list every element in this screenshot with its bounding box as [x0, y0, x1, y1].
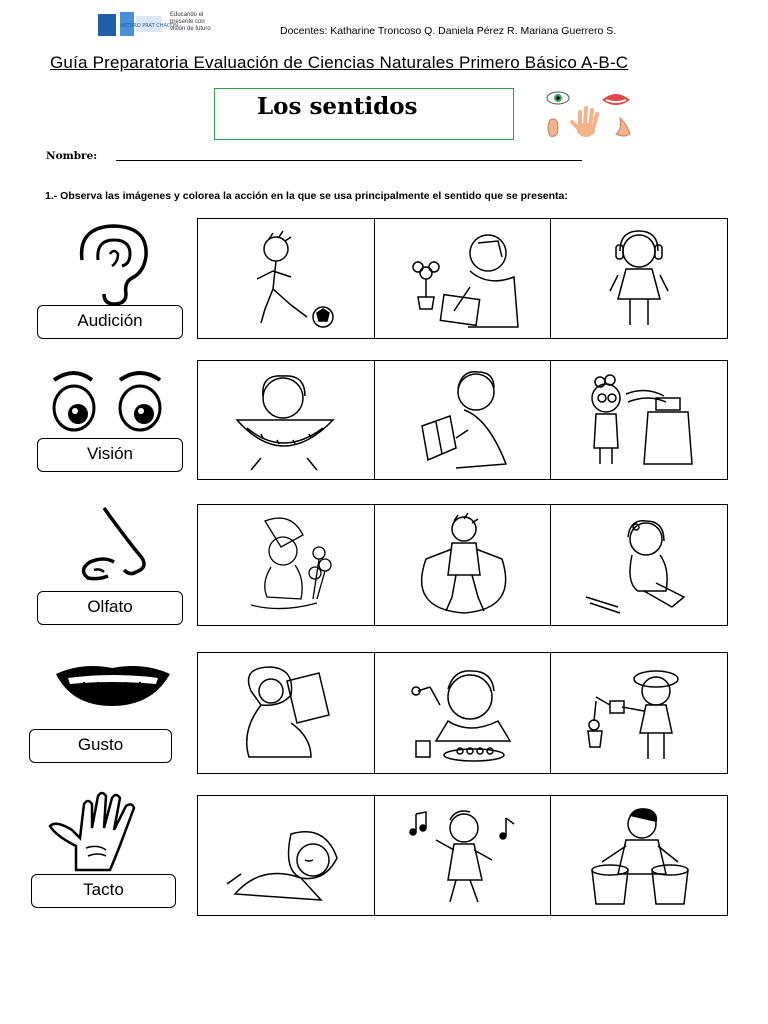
action-cell-drums[interactable]	[551, 796, 727, 915]
eyes-icon	[48, 366, 172, 439]
topic-box	[214, 88, 514, 140]
action-grid-olfato	[197, 504, 728, 626]
girl-smelling-cake-drawing	[574, 368, 704, 472]
sense-label-vision: Visión	[37, 438, 183, 472]
action-grid-tacto	[197, 795, 728, 916]
action-cell-writing[interactable]	[551, 505, 727, 625]
name-label: Nombre:	[46, 150, 98, 162]
action-cell-watermelon[interactable]	[198, 361, 375, 479]
action-cell-drawing[interactable]	[375, 219, 552, 338]
action-grid-gusto	[197, 652, 728, 774]
small-nose-icon	[616, 118, 630, 136]
sense-label-gusto: Gusto	[29, 729, 172, 763]
action-grid-vision	[197, 360, 728, 480]
boy-eating-cookies-drawing	[398, 661, 528, 765]
girl-reading-book-drawing	[221, 661, 351, 765]
logo-text: Educando el presente con visión de futuro	[170, 12, 211, 32]
girl-with-headphones-drawing	[574, 227, 704, 331]
hand-icon	[46, 790, 156, 877]
nose-icon	[74, 506, 154, 591]
action-grid-audicion	[197, 218, 728, 339]
action-cell-headphones[interactable]	[551, 219, 727, 338]
girl-eating-watermelon-drawing	[221, 368, 351, 472]
action-cell-girl-reading[interactable]	[198, 653, 375, 773]
action-cell-smell-cake[interactable]	[551, 361, 727, 479]
teachers-line: Docentes: Katharine Troncoso Q. Daniela Pérez R. Mariana Guerrero S.	[280, 25, 617, 37]
action-cell-jump-rope[interactable]	[375, 505, 552, 625]
action-cell-smell-flowers[interactable]	[198, 505, 375, 625]
logo-name: ARTURO PRAT CHACON	[120, 23, 178, 29]
action-cell-watering[interactable]	[551, 653, 727, 773]
action-cell-reading[interactable]	[375, 361, 552, 479]
boy-reading-book-drawing	[398, 368, 528, 472]
sense-label-tacto: Tacto	[31, 874, 176, 908]
small-hand-icon	[572, 108, 597, 137]
boy-playing-soccer-drawing	[221, 227, 351, 331]
action-cell-eating[interactable]	[375, 653, 552, 773]
boy-drawing-flower-drawing	[398, 227, 528, 331]
girl-smelling-flowers-drawing	[221, 513, 351, 617]
action-cell-soccer[interactable]	[198, 219, 375, 338]
small-mouth-icon	[602, 94, 630, 105]
girl-watering-plant-drawing	[574, 661, 704, 765]
small-eye-icon	[547, 92, 569, 104]
action-cell-sleeping[interactable]	[198, 796, 375, 915]
action-cell-dancing[interactable]	[375, 796, 552, 915]
mouth-icon	[52, 658, 174, 713]
small-ear-icon	[548, 119, 558, 136]
ear-icon	[68, 220, 158, 311]
child-sleeping-drawing	[221, 804, 351, 908]
topic-title: Los sentidos	[257, 93, 418, 120]
boy-jumping-rope-drawing	[398, 513, 528, 617]
instruction: 1.- Observa las imágenes y colorea la acción en la que se usa principalmente el sentido que se presenta:	[45, 190, 568, 202]
girl-writing-drawing	[574, 513, 704, 617]
senses-icons	[536, 86, 646, 146]
guide-title: Guía Preparatoria Evaluación de Ciencias Naturales Primero Básico A-B-C	[50, 53, 629, 72]
man-playing-drums-drawing	[574, 804, 704, 908]
sense-label-olfato: Olfato	[37, 591, 183, 625]
sense-label-audicion: Audición	[37, 305, 183, 339]
name-field[interactable]	[116, 160, 582, 161]
school-logo	[96, 8, 220, 40]
girl-dancing-music-drawing	[398, 804, 528, 908]
